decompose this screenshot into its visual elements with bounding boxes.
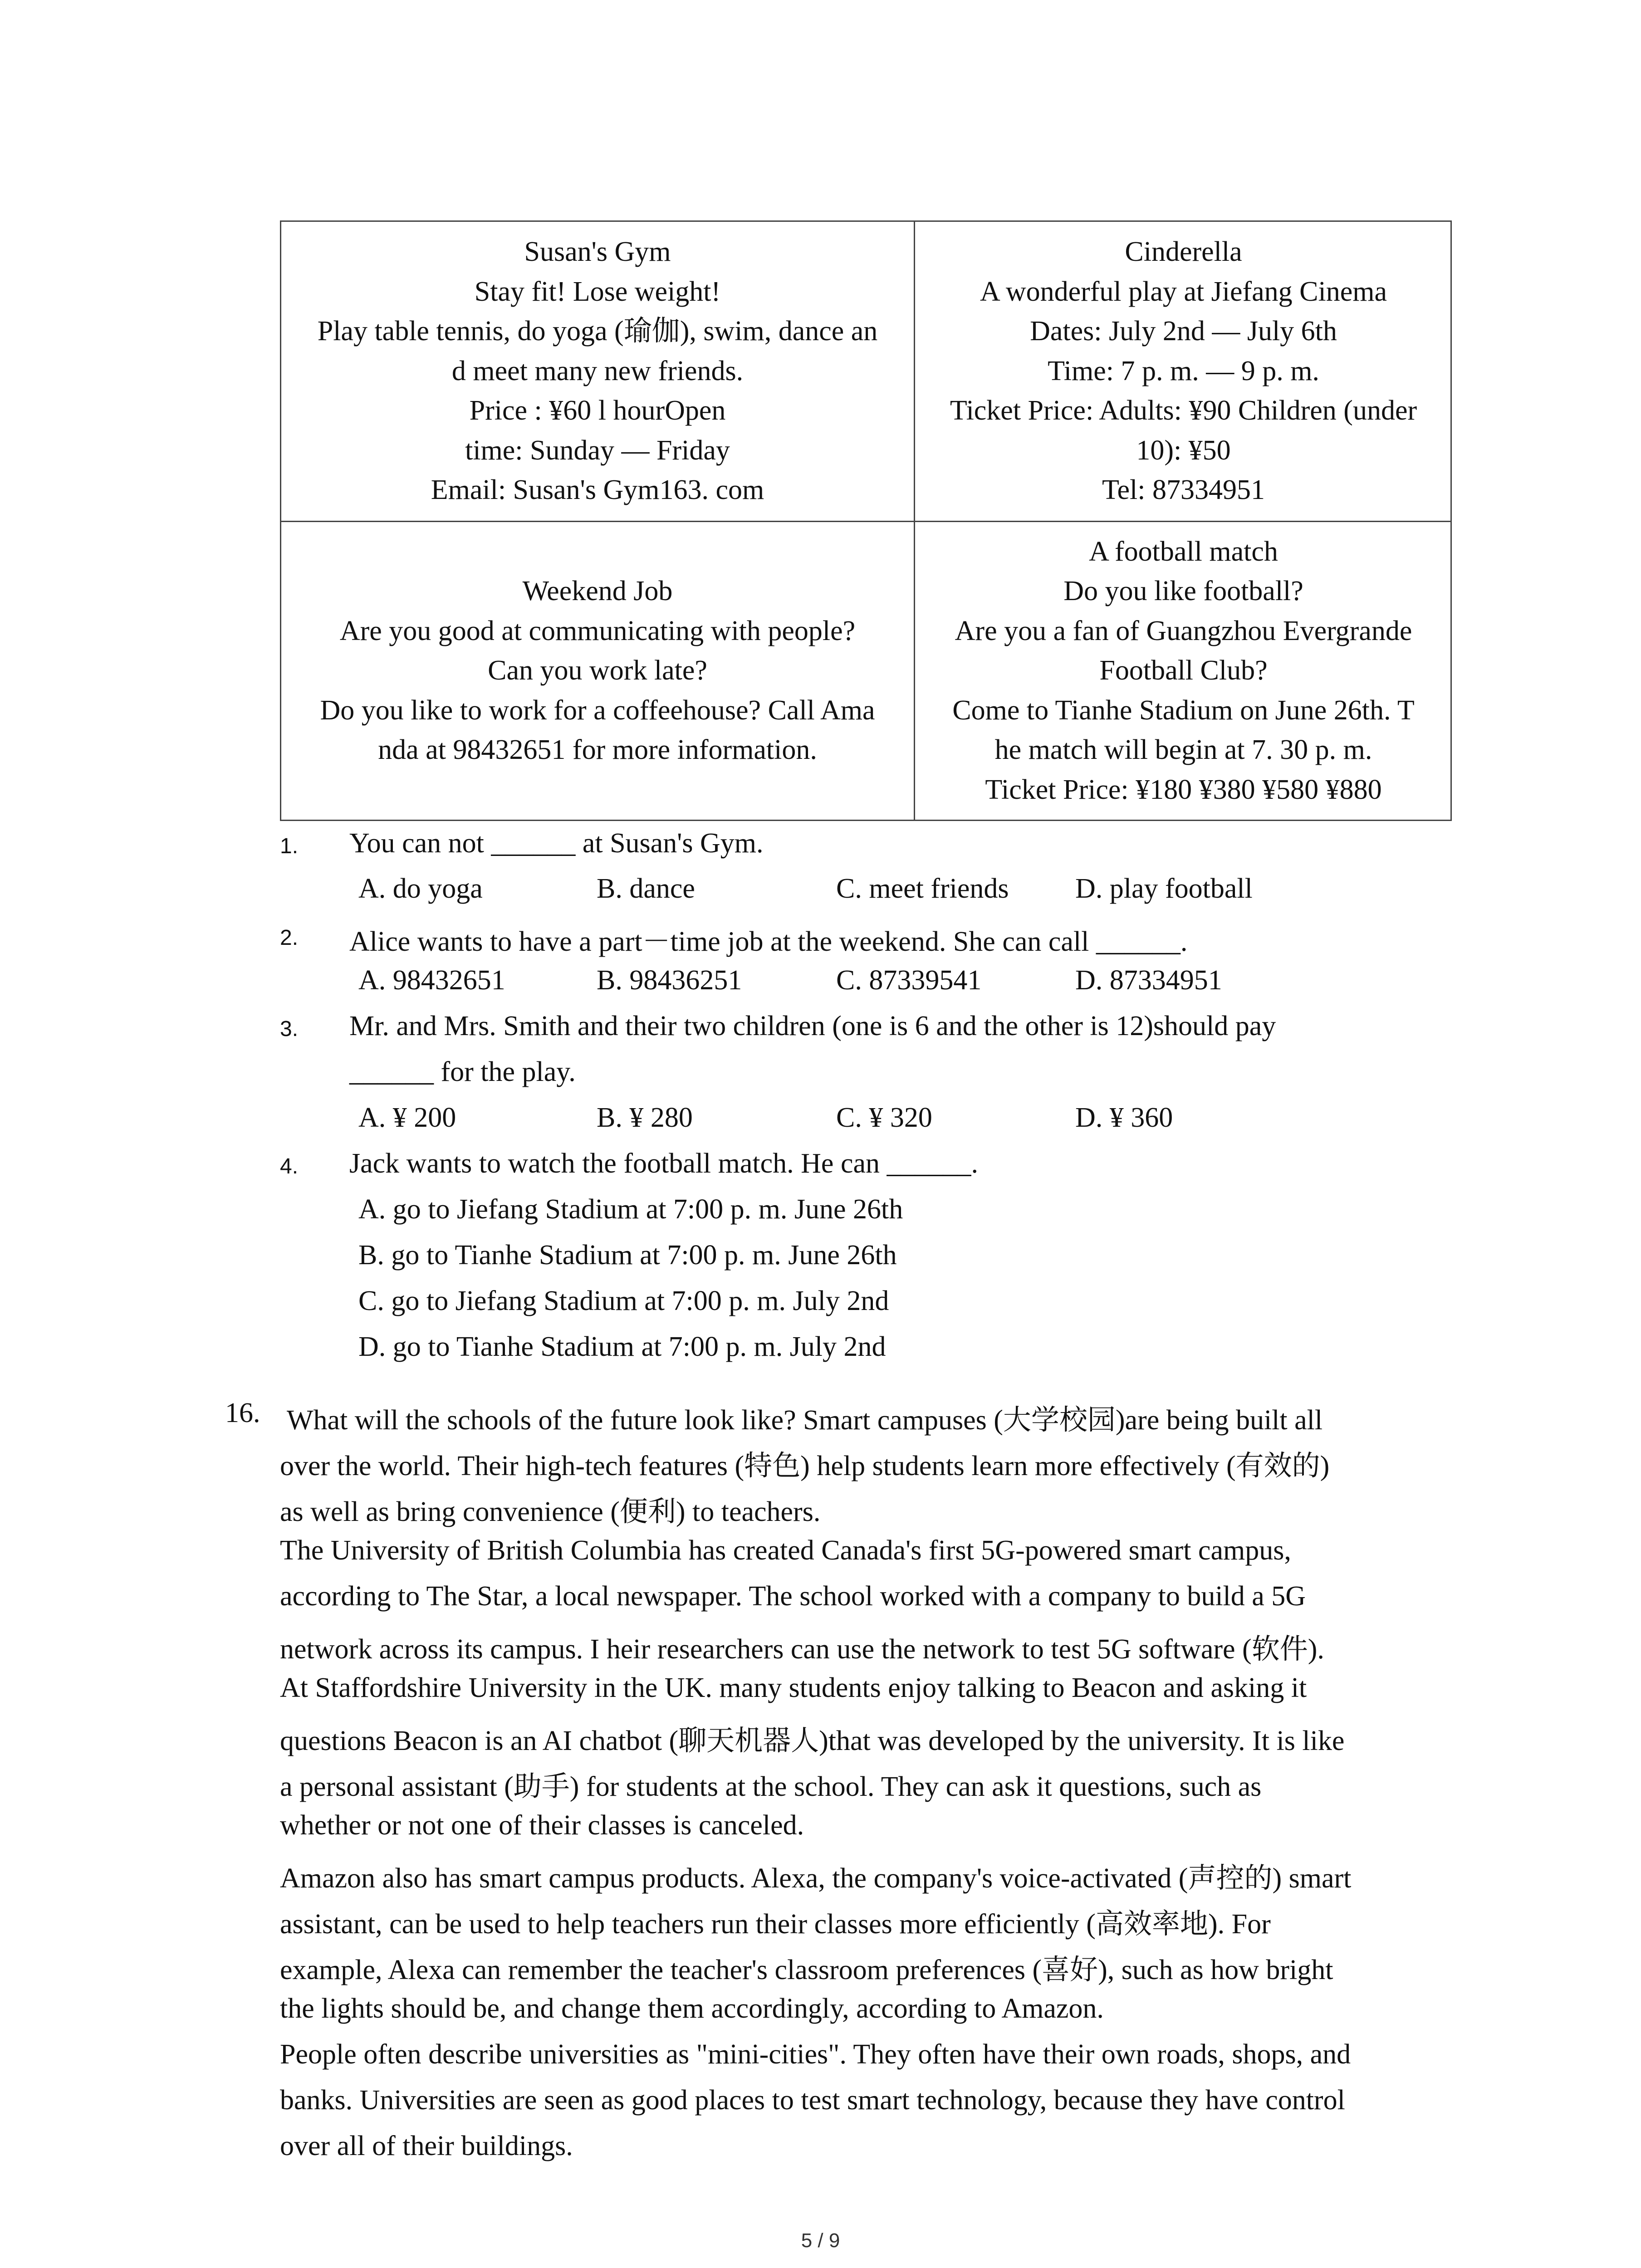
ad-line: nda at 98432651 for more information. bbox=[378, 734, 817, 766]
ad-line: 10): ¥50 bbox=[1136, 435, 1231, 466]
ad-line: Tel: 87334951 bbox=[1102, 474, 1265, 506]
ad-line: Come to Tianhe Stadium on June 26th. T bbox=[952, 694, 1415, 726]
passage-line: over all of their buildings. bbox=[280, 2131, 573, 2161]
option-b: B. 98436251 bbox=[597, 965, 742, 996]
ad-line: Email: Susan's Gym163. com bbox=[431, 474, 764, 506]
ad-line: Dates: July 2nd — July 6th bbox=[1030, 316, 1337, 347]
passage-number: 16. bbox=[225, 1398, 260, 1428]
option-c: C. go to Jiefang Stadium at 7:00 p. m. July 2nd bbox=[358, 1286, 889, 1316]
ad-line: Can you work late? bbox=[488, 655, 707, 686]
ad-line: Ticket Price: ¥180 ¥380 ¥580 ¥880 bbox=[985, 774, 1382, 805]
ads-table bbox=[280, 220, 1452, 821]
passage-line: whether or not one of their classes is canceled. bbox=[280, 1810, 804, 1841]
ad-weekend-job bbox=[281, 522, 915, 820]
passage-line: the lights should be, and change them accordingly, according to Amazon. bbox=[280, 1993, 1104, 2024]
passage-line: assistant, can be used to help teachers run their classes more efficiently (高效率地). For bbox=[280, 1909, 1271, 1940]
option-c: C. meet friends bbox=[836, 873, 1009, 904]
ad-line: Cinderella bbox=[1125, 236, 1242, 268]
ad-line: Price : ¥60 l hourOpen bbox=[469, 395, 726, 426]
ad-line: Stay fit! Lose weight! bbox=[474, 276, 721, 307]
option-b: B. ¥ 280 bbox=[597, 1102, 693, 1133]
passage-line: as well as bring convenience (便利) to teachers. bbox=[280, 1496, 821, 1527]
ad-line: A wonderful play at Jiefang Cinema bbox=[980, 276, 1387, 307]
ad-line: Susan's Gym bbox=[524, 236, 671, 268]
option-d: D. play football bbox=[1075, 873, 1253, 904]
ad-susans-gym bbox=[281, 222, 915, 522]
ad-line: d meet many new friends. bbox=[451, 355, 744, 386]
ad-football-match bbox=[915, 522, 1452, 820]
ad-line: Do you like to work for a coffeehouse? Call Ama bbox=[320, 694, 875, 726]
passage-line: The University of British Columbia has created Canada's first 5G-powered smart campus, bbox=[280, 1535, 1291, 1566]
option-a: A. 98432651 bbox=[358, 965, 505, 996]
passage-line: a personal assistant (助手) for students at the school. They can ask it questions, such as bbox=[280, 1771, 1262, 1802]
ad-line: time: Sunday — Friday bbox=[465, 435, 730, 466]
passage-line: banks. Universities are seen as good places to test smart technology, because they have control bbox=[280, 2085, 1345, 2116]
ad-line: Ticket Price: Adults: ¥90 Children (under bbox=[950, 395, 1417, 426]
question-text: Jack wants to watch the football match. He can ______. bbox=[349, 1148, 978, 1179]
option-d: D. 87334951 bbox=[1075, 965, 1222, 996]
ad-line: Are you good at communicating with people? bbox=[339, 615, 856, 646]
passage-line: What will the schools of the future look like? Smart campuses (大学校园)are being built all bbox=[287, 1405, 1323, 1436]
ad-line: Football Club? bbox=[1099, 655, 1268, 686]
passage-line: example, Alexa can remember the teacher's classroom preferences (喜好), such as how bright bbox=[280, 1955, 1333, 1985]
passage-line: questions Beacon is an AI chatbot (聊天机器人)that was developed by the university. It is like bbox=[280, 1725, 1345, 1756]
question-text: Alice wants to have a part－time job at the weekend. She can call ______. bbox=[349, 926, 1188, 957]
page-number: 5 / 9 bbox=[801, 2229, 840, 2252]
ad-line: Weekend Job bbox=[522, 576, 673, 607]
ad-line: Time: 7 p. m. — 9 p. m. bbox=[1048, 355, 1319, 386]
option-c: C. ¥ 320 bbox=[836, 1102, 932, 1133]
passage-line: over the world. Their high-tech features (特色) help students learn more effectively (有效的) bbox=[280, 1451, 1330, 1481]
ad-cinderella bbox=[915, 222, 1452, 522]
passage-line: according to The Star, a local newspaper. The school worked with a company to build a 5G bbox=[280, 1581, 1306, 1612]
question-text: Mr. and Mrs. Smith and their two children (one is 6 and the other is 12)should pay bbox=[349, 1011, 1276, 1041]
option-c: C. 87339541 bbox=[836, 965, 982, 996]
passage-line: At Staffordshire University in the UK. many students enjoy talking to Beacon and asking it bbox=[280, 1672, 1307, 1703]
option-d: D. ¥ 360 bbox=[1075, 1102, 1173, 1133]
passage-line: Amazon also has smart campus products. Alexa, the company's voice-activated (声控的) smart bbox=[280, 1863, 1352, 1894]
question-text: You can not ______ at Susan's Gym. bbox=[349, 828, 764, 859]
passage-line: People often describe universities as "mini-cities". They often have their own roads, shops, and bbox=[280, 2039, 1351, 2070]
question-number: 4. bbox=[280, 1154, 299, 1178]
option-a: A. do yoga bbox=[358, 873, 483, 904]
question-text: ______ for the play. bbox=[349, 1056, 576, 1087]
ad-line: Play table tennis, do yoga (瑜伽), swim, dance an bbox=[317, 316, 878, 347]
ad-line: Do you like football? bbox=[1063, 576, 1303, 607]
option-b: B. go to Tianhe Stadium at 7:00 p. m. June 26th bbox=[358, 1240, 897, 1271]
question-number: 1. bbox=[280, 834, 299, 858]
passage-line: network across its campus. I heir researchers can use the network to test 5G software (软件). bbox=[280, 1634, 1324, 1665]
option-a: A. go to Jiefang Stadium at 7:00 p. m. June 26th bbox=[358, 1194, 903, 1225]
question-number: 3. bbox=[280, 1017, 299, 1041]
question-number: 2. bbox=[280, 926, 299, 950]
ad-line: he match will begin at 7. 30 p. m. bbox=[994, 734, 1372, 766]
option-a: A. ¥ 200 bbox=[358, 1102, 456, 1133]
option-d: D. go to Tianhe Stadium at 7:00 p. m. July 2nd bbox=[358, 1331, 886, 1362]
ad-line: A football match bbox=[1089, 536, 1278, 567]
option-b: B. dance bbox=[597, 873, 695, 904]
ad-line: Are you a fan of Guangzhou Evergrande bbox=[955, 615, 1412, 646]
